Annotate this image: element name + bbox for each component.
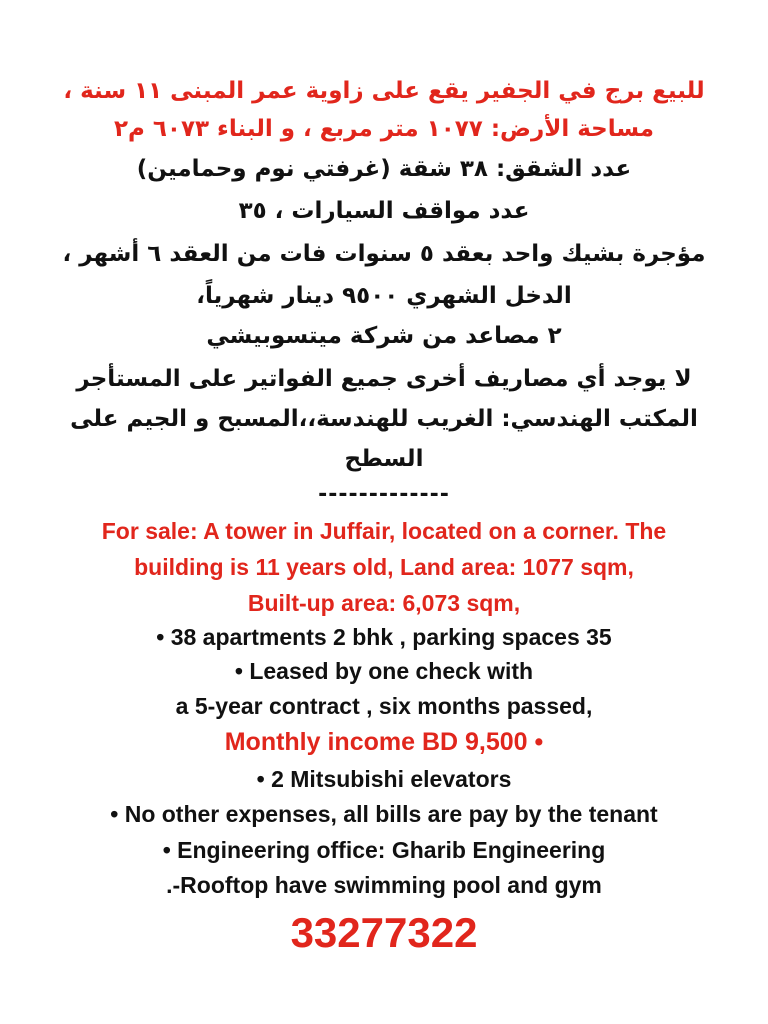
arabic-line-6: الدخل الشهري ٩٥٠٠ دينار شهرياً، <box>196 283 572 309</box>
monthly-income: Monthly income BD 9,500 • <box>224 728 544 756</box>
arabic-line-7: ٢ مصاعد من شركة ميتسوبيشي <box>206 323 562 349</box>
english-line-10: • Engineering office: Gharib Engineering <box>162 837 606 863</box>
english-line-11: .-Rooftop have swimming pool and gym <box>166 872 602 898</box>
arabic-line-9: المكتب الهندسي: الغريب للهندسة،،المسبح و الجيم على <box>70 406 698 432</box>
english-line-9: • No other expenses, all bills are pay by the tenant <box>110 801 658 827</box>
arabic-line-3: عدد الشقق: ٣٨ شقة (غرفتي نوم وحمامين) <box>136 156 632 182</box>
arabic-line-5: مؤجرة بشيك واحد بعقد ٥ سنوات فات من العقد ٦ أشهر ، <box>62 241 706 267</box>
section-divider: ------------- <box>318 482 450 507</box>
arabic-line-2: مساحة الأرض: ١٠٧٧ متر مربع ، و البناء ٦٠٧٣ م٢ <box>113 116 655 142</box>
phone-number[interactable]: 33277322 <box>290 909 478 956</box>
english-line-2: building is 11 years old, Land area: 1077 sqm, <box>134 554 634 580</box>
english-line-5: • Leased by one check with <box>234 658 534 684</box>
english-line-1: For sale: A tower in Juffair, located on a corner. The <box>101 518 667 544</box>
english-line-8: • 2 Mitsubishi elevators <box>256 766 512 792</box>
arabic-line-4: عدد مواقف السيارات ، ٣٥ <box>238 198 530 224</box>
arabic-line-1: للبيع برج في الجفير يقع على زاوية عمر المبنى ١١ سنة ، <box>63 78 705 104</box>
english-line-3: Built-up area: 6,073 sqm, <box>247 590 521 616</box>
english-line-4: • 38 apartments 2 bhk , parking spaces 35 <box>156 624 612 650</box>
arabic-line-8: لا يوجد أي مصاريف أخرى جميع الفواتير على المستأجر <box>76 366 692 392</box>
english-line-6: a 5-year contract , six months passed, <box>175 693 593 719</box>
arabic-line-10: السطح <box>344 446 424 472</box>
